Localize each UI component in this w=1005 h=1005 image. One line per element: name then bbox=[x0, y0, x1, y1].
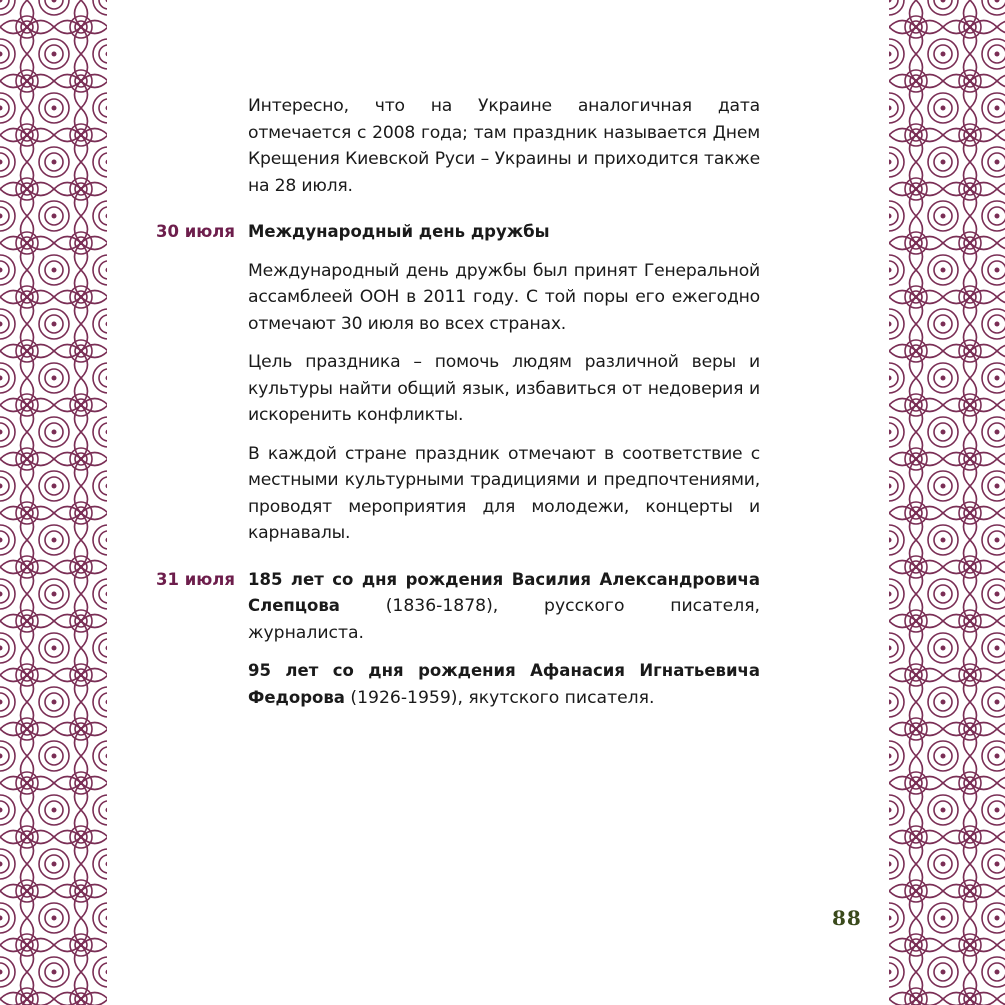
entry-date: 31 июля bbox=[156, 569, 235, 589]
entry-paragraph: Цель праздника – помочь людям различной веры и культуры найти общий язык, избавиться от недоверия и искоренить конфликты. bbox=[248, 352, 760, 425]
ornament-border-right bbox=[889, 0, 1005, 1005]
entry-date: 30 июля bbox=[156, 222, 235, 241]
entry-item-details: (1836-1878), русского писателя, журналиста. bbox=[248, 596, 760, 643]
page-content bbox=[152, 93, 764, 723]
page-number: 88 bbox=[832, 906, 862, 930]
entry-item-details: (1926-1959), якутского писателя. bbox=[344, 687, 655, 708]
entry-july-31 bbox=[152, 567, 764, 712]
entry-item-title: 185 лет со дня рождения Василия Александровича Слепцова bbox=[248, 569, 760, 615]
intro-paragraph: Интересно, что на Украине аналогичная дата отмечается с 2008 года; там праздник называется Днем Крещения Киевской Руси – Украины и приходится также на 28 июля. bbox=[248, 96, 760, 196]
entry-heading: Международный день дружбы bbox=[248, 222, 550, 241]
entry-item bbox=[248, 567, 760, 647]
ornament-pattern-right bbox=[889, 0, 1005, 1005]
entry-july-30 bbox=[152, 219, 764, 547]
entry-paragraph: Международный день дружбы был принят Генеральной ассамблеей ООН в 2011 году. С той поры его ежегодно отмечают 30 июля во всех странах. bbox=[248, 260, 760, 334]
ornament-pattern-left bbox=[0, 0, 107, 1005]
entry-item bbox=[248, 658, 760, 711]
ornament-border-left bbox=[0, 0, 107, 1005]
entry-item-title: 95 лет со дня рождения Афанасия Игнатьевича Федорова bbox=[248, 661, 760, 707]
entry-paragraph: В каждой стране праздник отмечают в соответствие с местными культурными традициями и предпочтениями, проводят мероприятия для молодежи, концерты и карнавалы. bbox=[248, 443, 760, 543]
